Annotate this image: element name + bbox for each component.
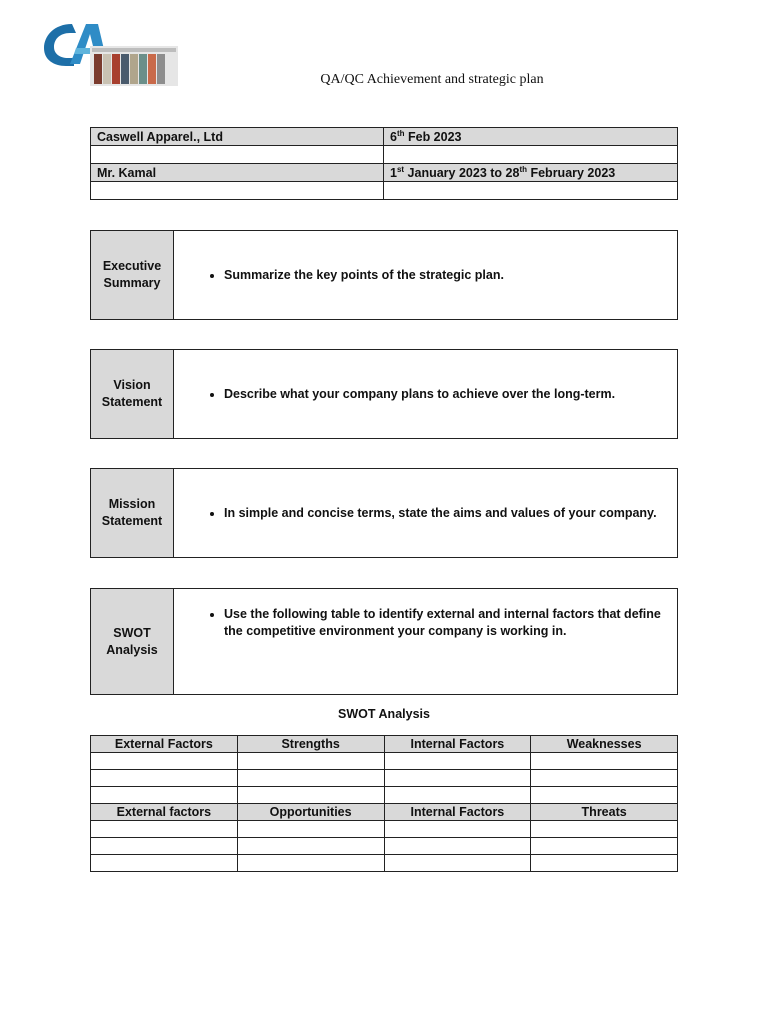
column-header: Internal Factors xyxy=(384,736,531,753)
bullet-item: • Summarize the key points of the strategic plan. xyxy=(224,267,671,284)
column-header: Opportunities xyxy=(237,804,384,821)
table-row xyxy=(91,821,678,838)
swot-table-title: SWOT Analysis xyxy=(338,707,430,721)
section-content xyxy=(174,350,678,439)
info-row xyxy=(91,164,678,182)
bullet-item: • In simple and concise terms, state the aims and values of your company. xyxy=(224,505,671,522)
report-period: 1st January 2023 to 28th February 2023 xyxy=(384,164,678,182)
column-header: Weaknesses xyxy=(531,736,678,753)
info-table xyxy=(90,127,678,200)
executive-summary-box xyxy=(90,230,678,320)
report-date: 6th Feb 2023 xyxy=(384,128,678,146)
table-row xyxy=(91,855,678,872)
swot-table xyxy=(90,735,678,872)
section-label: Mission Statement xyxy=(91,469,174,558)
info-row xyxy=(91,128,678,146)
person-name: Mr. Kamal xyxy=(91,164,384,182)
section-label: Vision Statement xyxy=(91,350,174,439)
table-row xyxy=(91,838,678,855)
section-label: Executive Summary xyxy=(91,231,174,320)
document-title: QA/QC Achievement and strategic plan xyxy=(320,72,544,87)
vision-statement-box xyxy=(90,349,678,439)
bullet-item: • Describe what your company plans to achieve over the long-term. xyxy=(224,386,671,403)
company-name: Caswell Apparel., Ltd xyxy=(91,128,384,146)
column-header: Strengths xyxy=(237,736,384,753)
section-label: SWOT Analysis xyxy=(91,589,174,695)
table-row xyxy=(91,753,678,770)
column-header: Threats xyxy=(531,804,678,821)
swot-header-row xyxy=(91,736,678,753)
bullet-item: • Use the following table to identify external and internal factors that define the competitive environment your company is working in. xyxy=(224,606,671,640)
section-content xyxy=(174,469,678,558)
info-row-empty xyxy=(91,182,678,200)
section-content xyxy=(174,589,678,695)
info-row-empty xyxy=(91,146,678,164)
column-header: External factors xyxy=(91,804,238,821)
swot-header-row xyxy=(91,804,678,821)
section-content xyxy=(174,231,678,320)
table-row xyxy=(91,770,678,787)
column-header: External Factors xyxy=(91,736,238,753)
mission-statement-box xyxy=(90,468,678,558)
swot-analysis-box xyxy=(90,588,678,695)
table-row xyxy=(91,787,678,804)
column-header: Internal Factors xyxy=(384,804,531,821)
